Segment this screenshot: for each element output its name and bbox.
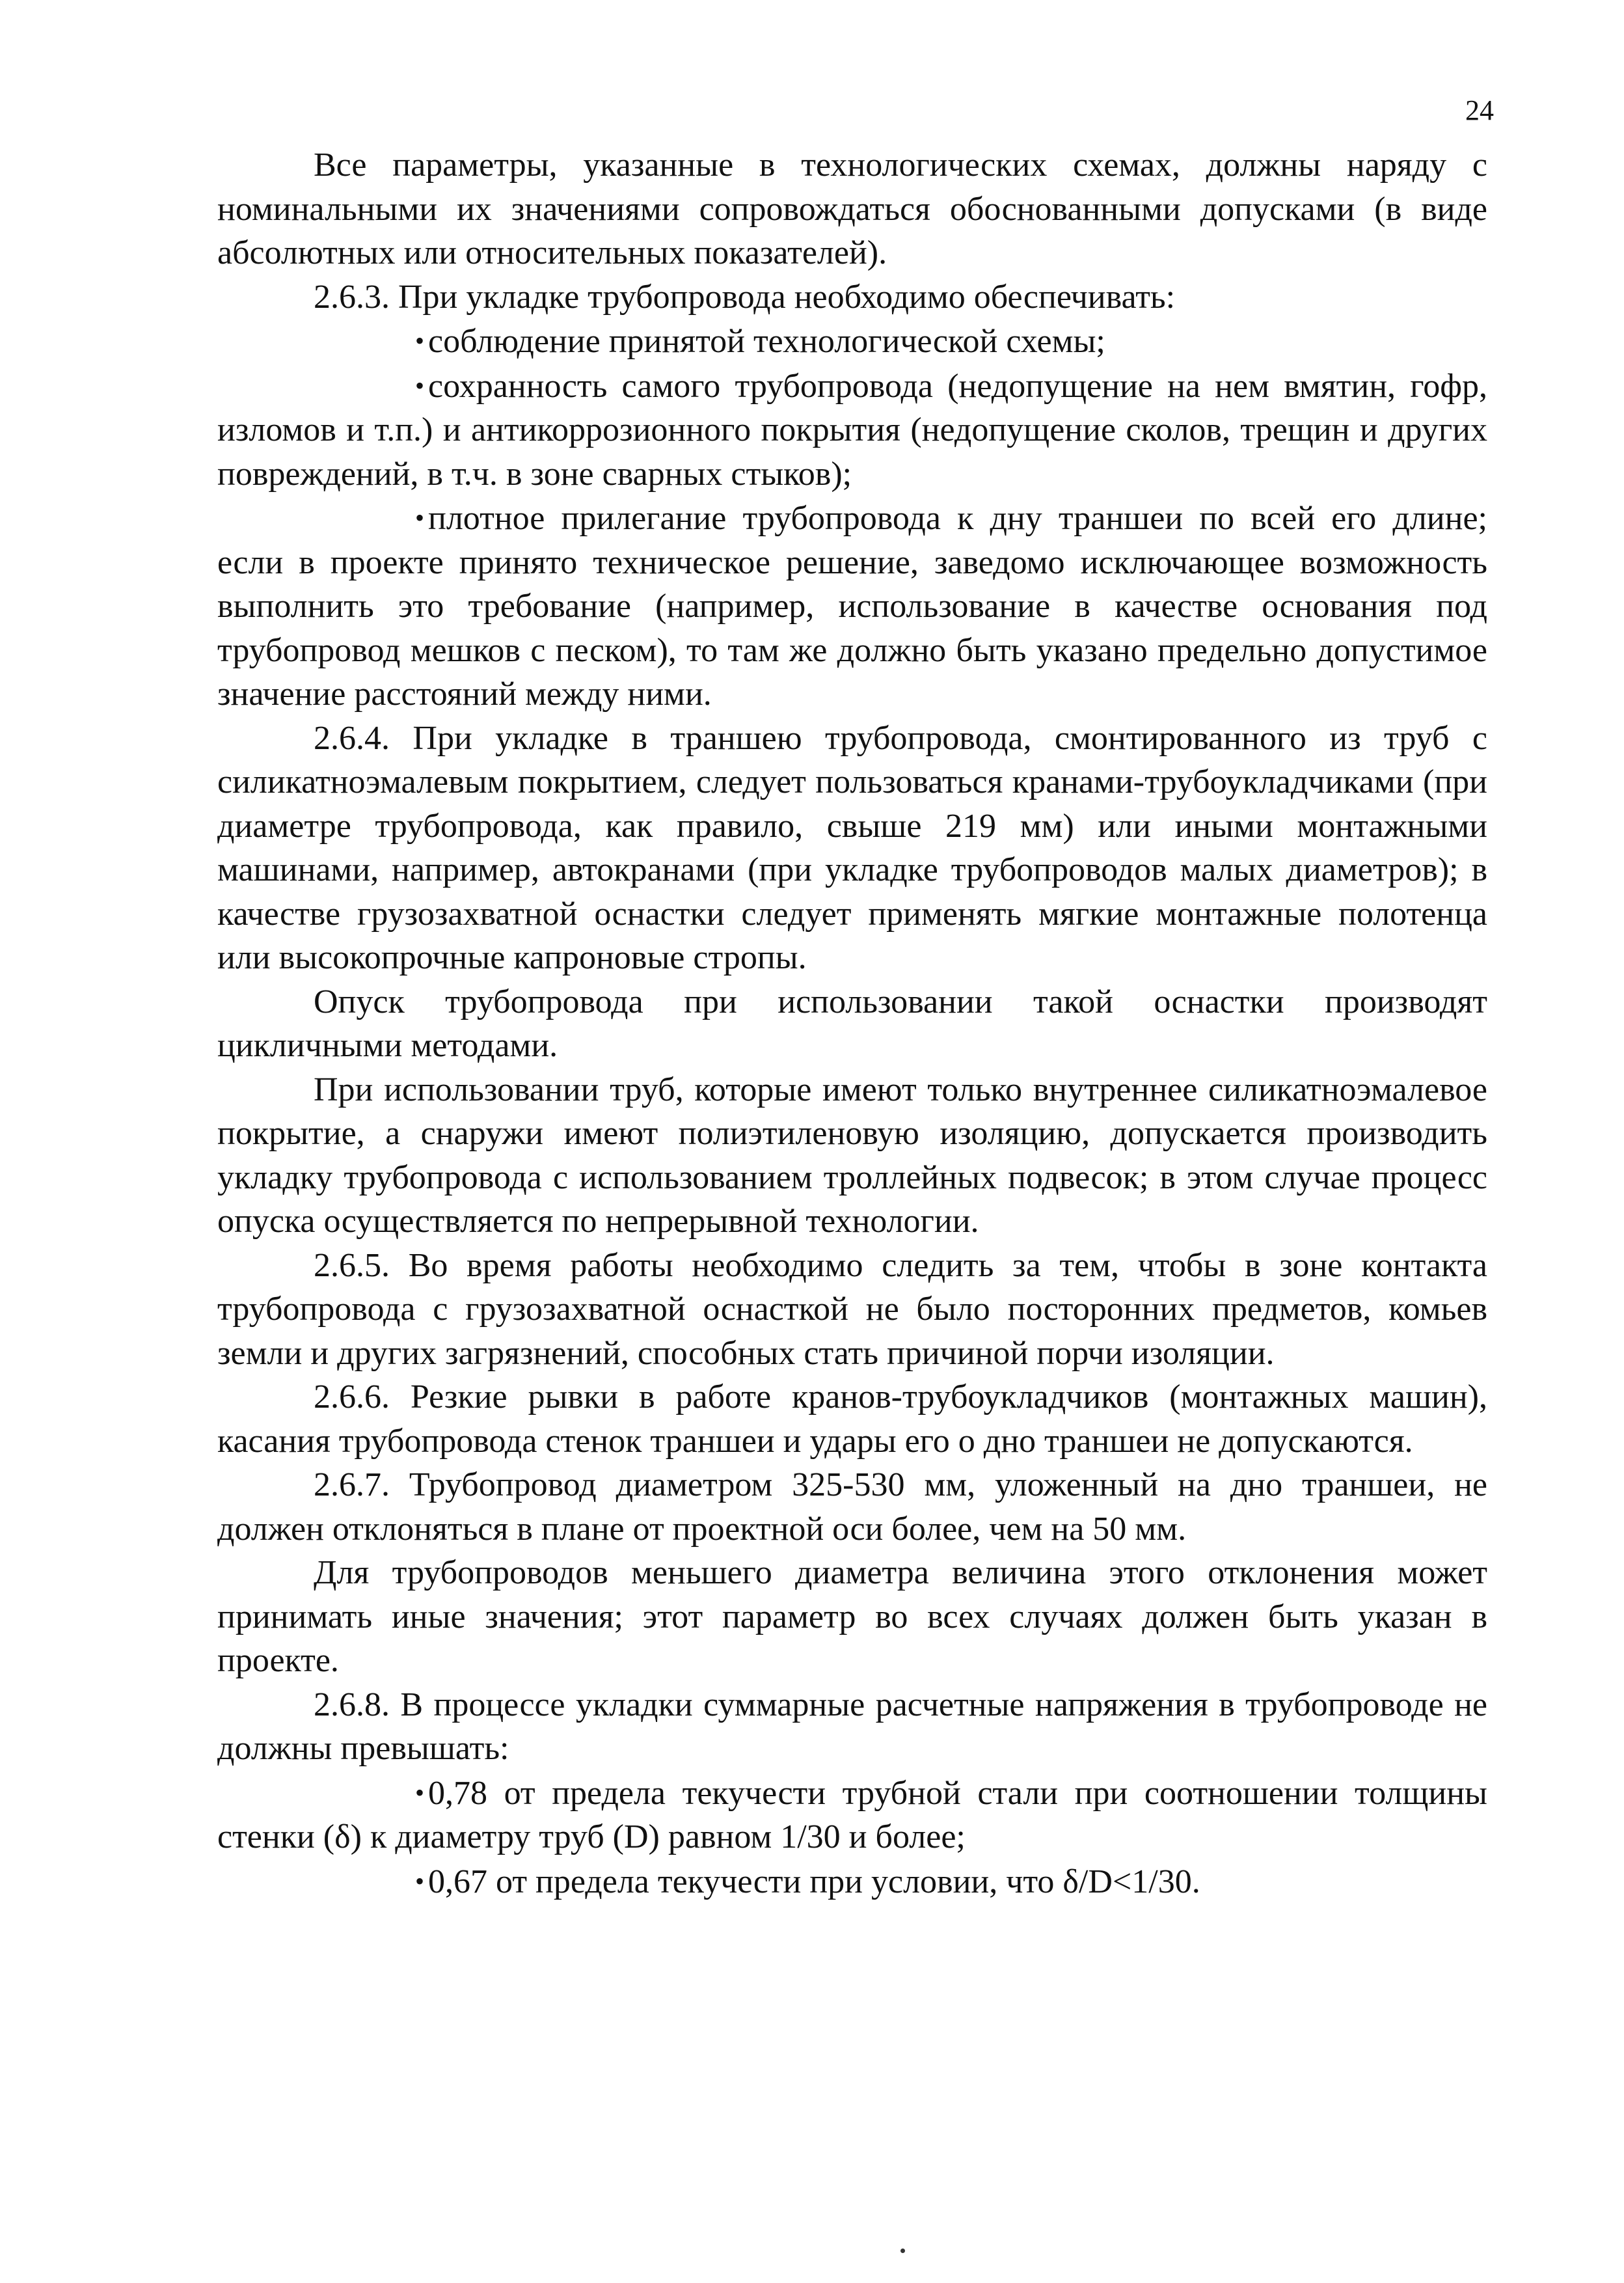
bullet-item-text: сохранность самого трубопровода (недопущение на нем вмятин, гофр, изломов и т.п.) и антикоррозионного покрытия (недопущение сколов, трещин и других повреждений, в т.ч. в зоне сварных стыков); [217,367,1487,493]
bullet-icon: • [415,326,425,355]
paragraph-2-6-8: 2.6.8. В процессе укладки суммарные расчетные напряжения в трубопроводе не должны превышать: [217,1686,1487,1767]
bullet-item-trench-contact [217,496,1487,717]
paragraph-2-6-4: 2.6.4. При укладке в траншею трубопровода, смонтированного из труб с силикатноэмалевым покрытием, следует пользоваться кранами-трубоукладчиками (при диаметре трубопровода, как правило, свыше 219 мм) или иными монтажными машинами, например, автокранами (при укладке трубопроводов малых диаметров); в качестве грузозахватной оснастки следует применять мягкие монтажные полотенца или высокопрочные капроновые стропы. [217,719,1487,976]
bullet-item-text: 0,67 от предела текучести при условии, что δ/D<1/30. [428,1863,1200,1900]
bullet-item-pipe-integrity [217,364,1487,497]
bullet-item-stress-0-78 [217,1771,1487,1859]
bullet-item-text: плотное прилегание трубопровода к дну траншеи по всей его длине; если в проекте принято техническое решение, заведомо исключающее возможность выполнить это требование (например, использование в качестве основания под трубопровод мешков с песком), то там же должно быть указано предельно допустимое значение расстояний между ними. [217,500,1487,713]
paragraph-smaller-diameter: Для трубопроводов меньшего диаметра величина этого отклонения может принимать иные значения; этот параметр во всех случаях должен быть указан в проекте. [217,1554,1487,1679]
bullet-item-stress-0-67 [217,1859,1487,1904]
paragraph-trolley-suspensions: При использовании труб, которые имеют только внутреннее силикатноэмалевое покрытие, а снаружи имеют полиэтиленовую изоляцию, допускается производить укладку трубопровода с использованием троллейных подвесок; в этом случае процесс опуска осуществляется по непрерывной технологии. [217,1071,1487,1240]
paragraph-2-6-6: 2.6.6. Резкие рывки в работе кранов-трубоукладчиков (монтажных машин), касания трубопровода стенок траншеи и удары его о дно траншеи не допускаются. [217,1378,1487,1460]
paragraph-2-6-7: 2.6.7. Трубопровод диаметром 325-530 мм, уложенный на дно траншеи, не должен отклоняться в плане от проектной оси более, чем на 50 мм. [217,1466,1487,1548]
document-body [217,143,1487,1904]
scan-speck [900,2249,905,2253]
bullet-item-scheme-compliance [217,319,1487,364]
bullet-icon: • [415,370,425,400]
bullet-icon: • [415,1866,425,1896]
paragraph-2-6-3: 2.6.3. При укладке трубопровода необходимо обеспечивать: [314,278,1176,316]
bullet-icon: • [415,503,425,532]
bullet-item-text: соблюдение принятой технологической схемы; [428,323,1105,360]
bullet-icon: • [415,1777,425,1807]
paragraph-cyclic-lowering: Опуск трубопровода при использовании такой оснастки производят цикличными методами. [217,983,1487,1064]
paragraph-2-6-5: 2.6.5. Во время работы необходимо следить за тем, чтобы в зоне контакта трубопровода с грузозахватной оснасткой не было посторонних предметов, комьев земли и других загрязнений, способных стать причиной порчи изоляции. [217,1246,1487,1372]
paragraph-tech-schemes-tolerances: Все параметры, указанные в технологических схемах, должны наряду с номинальными их значениями сопровождаться обоснованными допусками (в виде абсолютных или относительных показателей). [217,146,1487,271]
page-number: 24 [1465,94,1494,126]
bullet-item-text: 0,78 от предела текучести трубной стали при соотношении толщины стенки (δ) к диаметру труб (D) равном 1/30 и более; [217,1774,1487,1855]
